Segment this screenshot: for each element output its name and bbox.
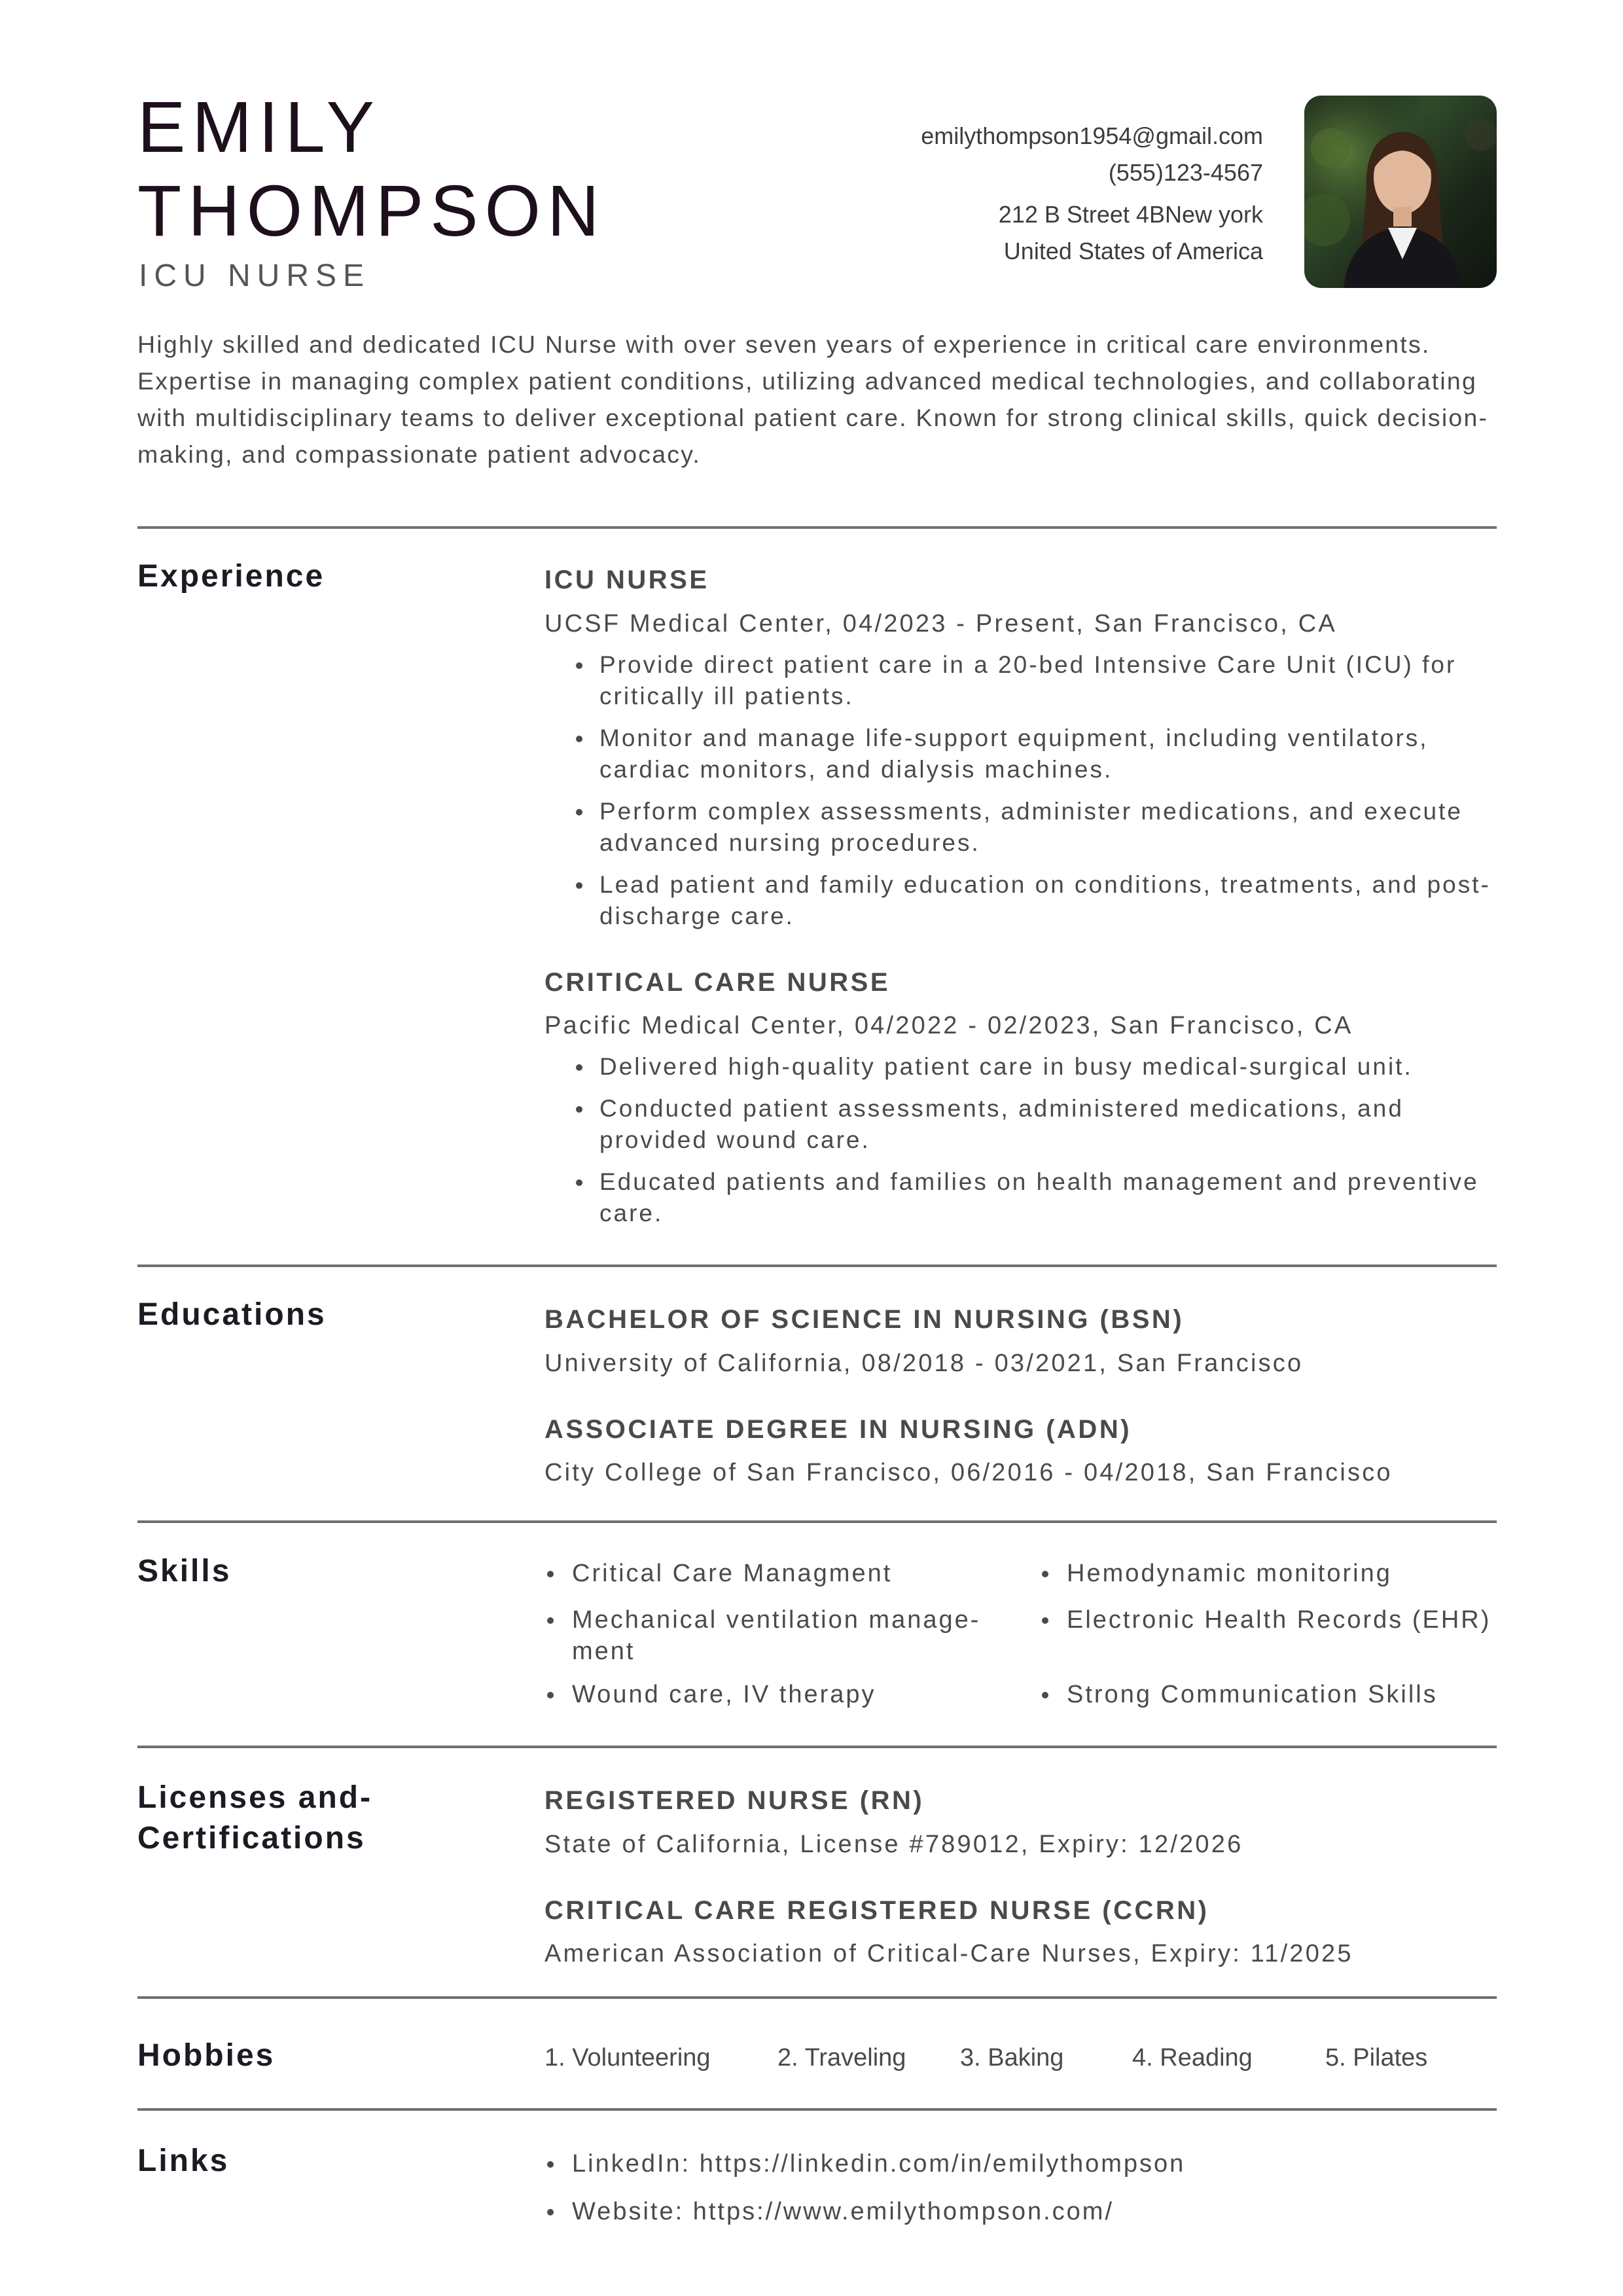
section-divider (137, 1996, 1497, 1999)
hobby-item: 3. Baking (960, 2044, 1064, 2072)
job-title: CRITICAL CARE NURSE (544, 968, 891, 997)
hobby-item: 4. Reading (1132, 2044, 1253, 2072)
list-item: Monitor and manage life-support equipment, including ventilators, cardiac monitors, and dialysis machines. (572, 723, 1501, 785)
skill-item: Strong Communication Skills (1039, 1679, 1538, 1710)
list-item: Provide direct patient care in a 20-bed Intensive Care Unit (ICU) for critically ill patients. (572, 649, 1501, 712)
profile-summary: Highly skilled and dedicated ICU Nurse with over seven years of experience in critical care environments. Expertise in managing complex patient conditions, utilizing advanced medical technologies, and collaborating with multidisciplinary teams to deliver exceptional patient care. Known for strong clinical skills, quick decision-making, and compassionate patient advocacy. (137, 331, 1489, 468)
job-subtitle: UCSF Medical Center, 04/2023 - Present, San Francisco, CA (544, 610, 1337, 637)
section-divider (137, 1265, 1497, 1267)
degree-detail: City College of San Francisco, 06/2016 - 04/2018, San Francisco (544, 1459, 1393, 1486)
license-detail: State of California, License #789012, Expiry: 12/2026 (544, 1831, 1243, 1858)
first-name: EMILY (137, 87, 381, 168)
skill-item: Electronic Health Records (EHR) (1039, 1604, 1538, 1636)
degree-detail: University of California, 08/2018 - 03/2021, San Francisco (544, 1350, 1304, 1377)
section-title-skills: Skills (137, 1554, 232, 1588)
job-bullets (572, 649, 1501, 932)
skill-item: Wound care, IV therapy (544, 1679, 1030, 1710)
list-item: Educated patients and families on health management and preventive care. (572, 1166, 1501, 1229)
license-title: CRITICAL CARE REGISTERED NURSE (CCRN) (544, 1896, 1209, 1925)
section-divider (137, 526, 1497, 529)
skill-item: Critical Care Managment (544, 1558, 1030, 1589)
degree-title: ASSOCIATE DEGREE IN NURSING (ADN) (544, 1415, 1132, 1444)
skill-item (544, 1604, 1030, 1667)
skill-text: Mechanical ventilation manage-ment (572, 1606, 981, 1665)
link-linkedin[interactable]: LinkedIn: https://linkedin.com/in/emilythompson (544, 2148, 1488, 2179)
license-title: REGISTERED NURSE (RN) (544, 1786, 925, 1815)
hobby-item: 2. Traveling (777, 2044, 906, 2072)
section-title-education: Educations (137, 1297, 327, 1332)
list-item: Lead patient and family education on conditions, treatments, and post-discharge care. (572, 869, 1501, 932)
person-photo-icon (1304, 96, 1497, 288)
list-item: Conducted patient assessments, administered medications, and provided wound care. (572, 1093, 1501, 1156)
job-role: ICU NURSE (139, 259, 371, 293)
job-subtitle: Pacific Medical Center, 04/2022 - 02/2023, San Francisco, CA (544, 1012, 1353, 1039)
job-title: ICU NURSE (544, 565, 709, 594)
contact-email[interactable]: emilythompson1954@gmail.com (921, 122, 1263, 149)
section-divider (137, 1746, 1497, 1748)
section-title-links: Links (137, 2144, 230, 2178)
list-item: Perform complex assessments, administer medications, and execute advanced nursing procedures. (572, 796, 1501, 859)
license-detail: American Association of Critical-Care Nurses, Expiry: 11/2025 (544, 1940, 1353, 1967)
section-title-hobbies: Hobbies (137, 2038, 276, 2073)
last-name: THOMPSON (137, 171, 606, 251)
section-title-experience: Experience (137, 559, 325, 594)
contact-address-line1: 212 B Street 4BNew york (998, 201, 1263, 228)
degree-title: BACHELOR OF SCIENCE IN NURSING (BSN) (544, 1305, 1185, 1334)
section-divider (137, 1520, 1497, 1523)
section-divider (137, 2108, 1497, 2111)
hobby-item: 1. Volunteering (544, 2044, 711, 2072)
contact-phone[interactable]: (555)123-4567 (1108, 159, 1263, 186)
job-bullets (572, 1051, 1501, 1229)
contact-address-line2: United States of America (1003, 238, 1263, 264)
link-website[interactable]: Website: https://www.emilythompson.com/ (544, 2196, 1488, 2227)
hobby-item: 5. Pilates (1325, 2044, 1428, 2072)
skill-item: Hemodynamic monitoring (1039, 1558, 1538, 1589)
list-item: Delivered high-quality patient care in busy medical-surgical unit. (572, 1051, 1501, 1083)
section-title-licenses: Licenses and-Certifications (137, 1780, 373, 1856)
